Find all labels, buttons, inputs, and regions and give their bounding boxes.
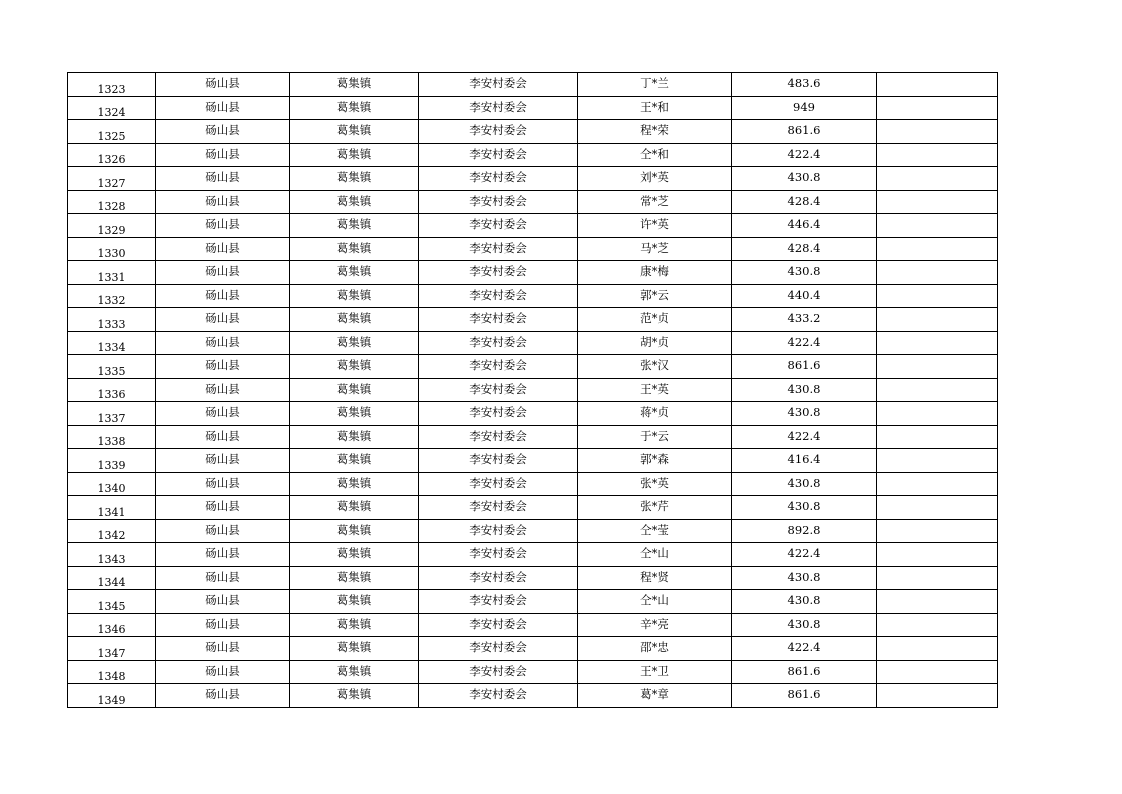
county-cell: 砀山县	[156, 519, 290, 543]
person-name-cell: 王*英	[578, 378, 732, 402]
note-cell	[877, 73, 998, 97]
row-number-cell: 1343	[68, 543, 156, 567]
amount-cell: 430.8	[732, 402, 877, 426]
village-cell: 李安村委会	[419, 355, 578, 379]
amount-cell: 433.2	[732, 308, 877, 332]
county-cell: 砀山县	[156, 660, 290, 684]
village-cell: 李安村委会	[419, 96, 578, 120]
village-cell: 李安村委会	[419, 378, 578, 402]
row-number-cell: 1330	[68, 237, 156, 261]
note-cell	[877, 496, 998, 520]
county-cell: 砀山县	[156, 425, 290, 449]
note-cell	[877, 237, 998, 261]
amount-cell: 892.8	[732, 519, 877, 543]
note-cell	[877, 214, 998, 238]
county-cell: 砀山县	[156, 284, 290, 308]
row-number-cell: 1338	[68, 425, 156, 449]
note-cell	[877, 261, 998, 285]
county-cell: 砀山县	[156, 402, 290, 426]
county-cell: 砀山县	[156, 96, 290, 120]
amount-cell: 422.4	[732, 143, 877, 167]
town-cell: 葛集镇	[290, 190, 419, 214]
person-name-cell: 王*和	[578, 96, 732, 120]
town-cell: 葛集镇	[290, 519, 419, 543]
amount-cell: 861.6	[732, 355, 877, 379]
person-name-cell: 程*荣	[578, 120, 732, 144]
table-row	[68, 566, 998, 590]
note-cell	[877, 613, 998, 637]
village-cell: 李安村委会	[419, 402, 578, 426]
note-cell	[877, 519, 998, 543]
row-number-cell: 1324	[68, 96, 156, 120]
county-cell: 砀山县	[156, 120, 290, 144]
town-cell: 葛集镇	[290, 331, 419, 355]
county-cell: 砀山县	[156, 214, 290, 238]
village-cell: 李安村委会	[419, 237, 578, 261]
row-number-cell: 1329	[68, 214, 156, 238]
amount-cell: 428.4	[732, 190, 877, 214]
amount-cell: 430.8	[732, 496, 877, 520]
note-cell	[877, 190, 998, 214]
town-cell: 葛集镇	[290, 660, 419, 684]
person-name-cell: 康*梅	[578, 261, 732, 285]
table-row	[68, 684, 998, 708]
person-name-cell: 常*芝	[578, 190, 732, 214]
village-cell: 李安村委会	[419, 190, 578, 214]
county-cell: 砀山县	[156, 261, 290, 285]
county-cell: 砀山县	[156, 637, 290, 661]
person-name-cell: 仝*和	[578, 143, 732, 167]
town-cell: 葛集镇	[290, 684, 419, 708]
county-cell: 砀山县	[156, 167, 290, 191]
table-row	[68, 143, 998, 167]
amount-cell: 861.6	[732, 120, 877, 144]
village-cell: 李安村委会	[419, 73, 578, 97]
note-cell	[877, 355, 998, 379]
town-cell: 葛集镇	[290, 308, 419, 332]
row-number-cell: 1347	[68, 637, 156, 661]
note-cell	[877, 449, 998, 473]
row-number-cell: 1335	[68, 355, 156, 379]
amount-cell: 440.4	[732, 284, 877, 308]
note-cell	[877, 331, 998, 355]
village-cell: 李安村委会	[419, 590, 578, 614]
county-cell: 砀山县	[156, 566, 290, 590]
town-cell: 葛集镇	[290, 637, 419, 661]
table-row	[68, 660, 998, 684]
town-cell: 葛集镇	[290, 496, 419, 520]
county-cell: 砀山县	[156, 73, 290, 97]
person-name-cell: 邵*忠	[578, 637, 732, 661]
note-cell	[877, 378, 998, 402]
amount-cell: 430.8	[732, 378, 877, 402]
table-body	[68, 73, 998, 708]
village-cell: 李安村委会	[419, 261, 578, 285]
village-cell: 李安村委会	[419, 143, 578, 167]
county-cell: 砀山县	[156, 190, 290, 214]
town-cell: 葛集镇	[290, 543, 419, 567]
town-cell: 葛集镇	[290, 284, 419, 308]
note-cell	[877, 143, 998, 167]
amount-cell: 861.6	[732, 660, 877, 684]
town-cell: 葛集镇	[290, 167, 419, 191]
table-row	[68, 284, 998, 308]
town-cell: 葛集镇	[290, 237, 419, 261]
note-cell	[877, 120, 998, 144]
table-row	[68, 425, 998, 449]
row-number-cell: 1345	[68, 590, 156, 614]
amount-cell: 430.8	[732, 261, 877, 285]
county-cell: 砀山县	[156, 613, 290, 637]
data-table	[67, 72, 998, 708]
town-cell: 葛集镇	[290, 402, 419, 426]
amount-cell: 416.4	[732, 449, 877, 473]
table-row	[68, 402, 998, 426]
row-number-cell: 1323	[68, 73, 156, 97]
row-number-cell: 1327	[68, 167, 156, 191]
amount-cell: 430.8	[732, 613, 877, 637]
amount-cell: 861.6	[732, 684, 877, 708]
person-name-cell: 葛*章	[578, 684, 732, 708]
row-number-cell: 1326	[68, 143, 156, 167]
row-number-cell: 1340	[68, 472, 156, 496]
table-row	[68, 355, 998, 379]
table-row	[68, 519, 998, 543]
table-row	[68, 96, 998, 120]
table-row	[68, 261, 998, 285]
note-cell	[877, 590, 998, 614]
person-name-cell: 张*英	[578, 472, 732, 496]
table-row	[68, 120, 998, 144]
table-row	[68, 73, 998, 97]
town-cell: 葛集镇	[290, 120, 419, 144]
amount-cell: 422.4	[732, 637, 877, 661]
person-name-cell: 程*贤	[578, 566, 732, 590]
county-cell: 砀山县	[156, 143, 290, 167]
row-number-cell: 1325	[68, 120, 156, 144]
table-row	[68, 496, 998, 520]
county-cell: 砀山县	[156, 496, 290, 520]
amount-cell: 446.4	[732, 214, 877, 238]
village-cell: 李安村委会	[419, 120, 578, 144]
note-cell	[877, 425, 998, 449]
village-cell: 李安村委会	[419, 167, 578, 191]
county-cell: 砀山县	[156, 237, 290, 261]
table-row	[68, 378, 998, 402]
amount-cell: 483.6	[732, 73, 877, 97]
town-cell: 葛集镇	[290, 73, 419, 97]
note-cell	[877, 684, 998, 708]
row-number-cell: 1342	[68, 519, 156, 543]
village-cell: 李安村委会	[419, 543, 578, 567]
row-number-cell: 1334	[68, 331, 156, 355]
amount-cell: 430.8	[732, 566, 877, 590]
note-cell	[877, 96, 998, 120]
town-cell: 葛集镇	[290, 378, 419, 402]
row-number-cell: 1331	[68, 261, 156, 285]
table-row	[68, 543, 998, 567]
village-cell: 李安村委会	[419, 566, 578, 590]
amount-cell: 430.8	[732, 472, 877, 496]
town-cell: 葛集镇	[290, 355, 419, 379]
note-cell	[877, 637, 998, 661]
table-row	[68, 214, 998, 238]
village-cell: 李安村委会	[419, 660, 578, 684]
amount-cell: 428.4	[732, 237, 877, 261]
row-number-cell: 1341	[68, 496, 156, 520]
note-cell	[877, 472, 998, 496]
town-cell: 葛集镇	[290, 566, 419, 590]
table-row	[68, 613, 998, 637]
table-row	[68, 637, 998, 661]
row-number-cell: 1337	[68, 402, 156, 426]
row-number-cell: 1349	[68, 684, 156, 708]
amount-cell: 949	[732, 96, 877, 120]
village-cell: 李安村委会	[419, 449, 578, 473]
village-cell: 李安村委会	[419, 472, 578, 496]
amount-cell: 422.4	[732, 425, 877, 449]
table-row	[68, 237, 998, 261]
county-cell: 砀山县	[156, 543, 290, 567]
person-name-cell: 郭*森	[578, 449, 732, 473]
person-name-cell: 仝*山	[578, 590, 732, 614]
row-number-cell: 1332	[68, 284, 156, 308]
table-row	[68, 167, 998, 191]
town-cell: 葛集镇	[290, 143, 419, 167]
note-cell	[877, 566, 998, 590]
person-name-cell: 辛*亮	[578, 613, 732, 637]
county-cell: 砀山县	[156, 331, 290, 355]
person-name-cell: 胡*贞	[578, 331, 732, 355]
row-number-cell: 1348	[68, 660, 156, 684]
village-cell: 李安村委会	[419, 613, 578, 637]
village-cell: 李安村委会	[419, 308, 578, 332]
note-cell	[877, 543, 998, 567]
row-number-cell: 1346	[68, 613, 156, 637]
amount-cell: 422.4	[732, 331, 877, 355]
county-cell: 砀山县	[156, 590, 290, 614]
row-number-cell: 1344	[68, 566, 156, 590]
town-cell: 葛集镇	[290, 96, 419, 120]
person-name-cell: 于*云	[578, 425, 732, 449]
person-name-cell: 王*卫	[578, 660, 732, 684]
person-name-cell: 郭*云	[578, 284, 732, 308]
county-cell: 砀山县	[156, 472, 290, 496]
note-cell	[877, 167, 998, 191]
person-name-cell: 蒋*贞	[578, 402, 732, 426]
village-cell: 李安村委会	[419, 425, 578, 449]
table-row	[68, 331, 998, 355]
village-cell: 李安村委会	[419, 284, 578, 308]
town-cell: 葛集镇	[290, 425, 419, 449]
town-cell: 葛集镇	[290, 261, 419, 285]
table-row	[68, 308, 998, 332]
note-cell	[877, 660, 998, 684]
row-number-cell: 1328	[68, 190, 156, 214]
person-name-cell: 许*英	[578, 214, 732, 238]
note-cell	[877, 402, 998, 426]
person-name-cell: 马*芝	[578, 237, 732, 261]
amount-cell: 430.8	[732, 590, 877, 614]
town-cell: 葛集镇	[290, 613, 419, 637]
table-row	[68, 190, 998, 214]
table-row	[68, 449, 998, 473]
table-row	[68, 590, 998, 614]
person-name-cell: 刘*英	[578, 167, 732, 191]
amount-cell: 422.4	[732, 543, 877, 567]
village-cell: 李安村委会	[419, 684, 578, 708]
town-cell: 葛集镇	[290, 590, 419, 614]
county-cell: 砀山县	[156, 355, 290, 379]
county-cell: 砀山县	[156, 378, 290, 402]
row-number-cell: 1339	[68, 449, 156, 473]
note-cell	[877, 308, 998, 332]
village-cell: 李安村委会	[419, 519, 578, 543]
county-cell: 砀山县	[156, 449, 290, 473]
person-name-cell: 张*芹	[578, 496, 732, 520]
note-cell	[877, 284, 998, 308]
town-cell: 葛集镇	[290, 472, 419, 496]
village-cell: 李安村委会	[419, 331, 578, 355]
row-number-cell: 1336	[68, 378, 156, 402]
village-cell: 李安村委会	[419, 214, 578, 238]
county-cell: 砀山县	[156, 684, 290, 708]
person-name-cell: 张*汉	[578, 355, 732, 379]
village-cell: 李安村委会	[419, 496, 578, 520]
county-cell: 砀山县	[156, 308, 290, 332]
person-name-cell: 丁*兰	[578, 73, 732, 97]
amount-cell: 430.8	[732, 167, 877, 191]
person-name-cell: 范*贞	[578, 308, 732, 332]
row-number-cell: 1333	[68, 308, 156, 332]
town-cell: 葛集镇	[290, 214, 419, 238]
table-row	[68, 472, 998, 496]
person-name-cell: 仝*山	[578, 543, 732, 567]
person-name-cell: 仝*莹	[578, 519, 732, 543]
village-cell: 李安村委会	[419, 637, 578, 661]
town-cell: 葛集镇	[290, 449, 419, 473]
